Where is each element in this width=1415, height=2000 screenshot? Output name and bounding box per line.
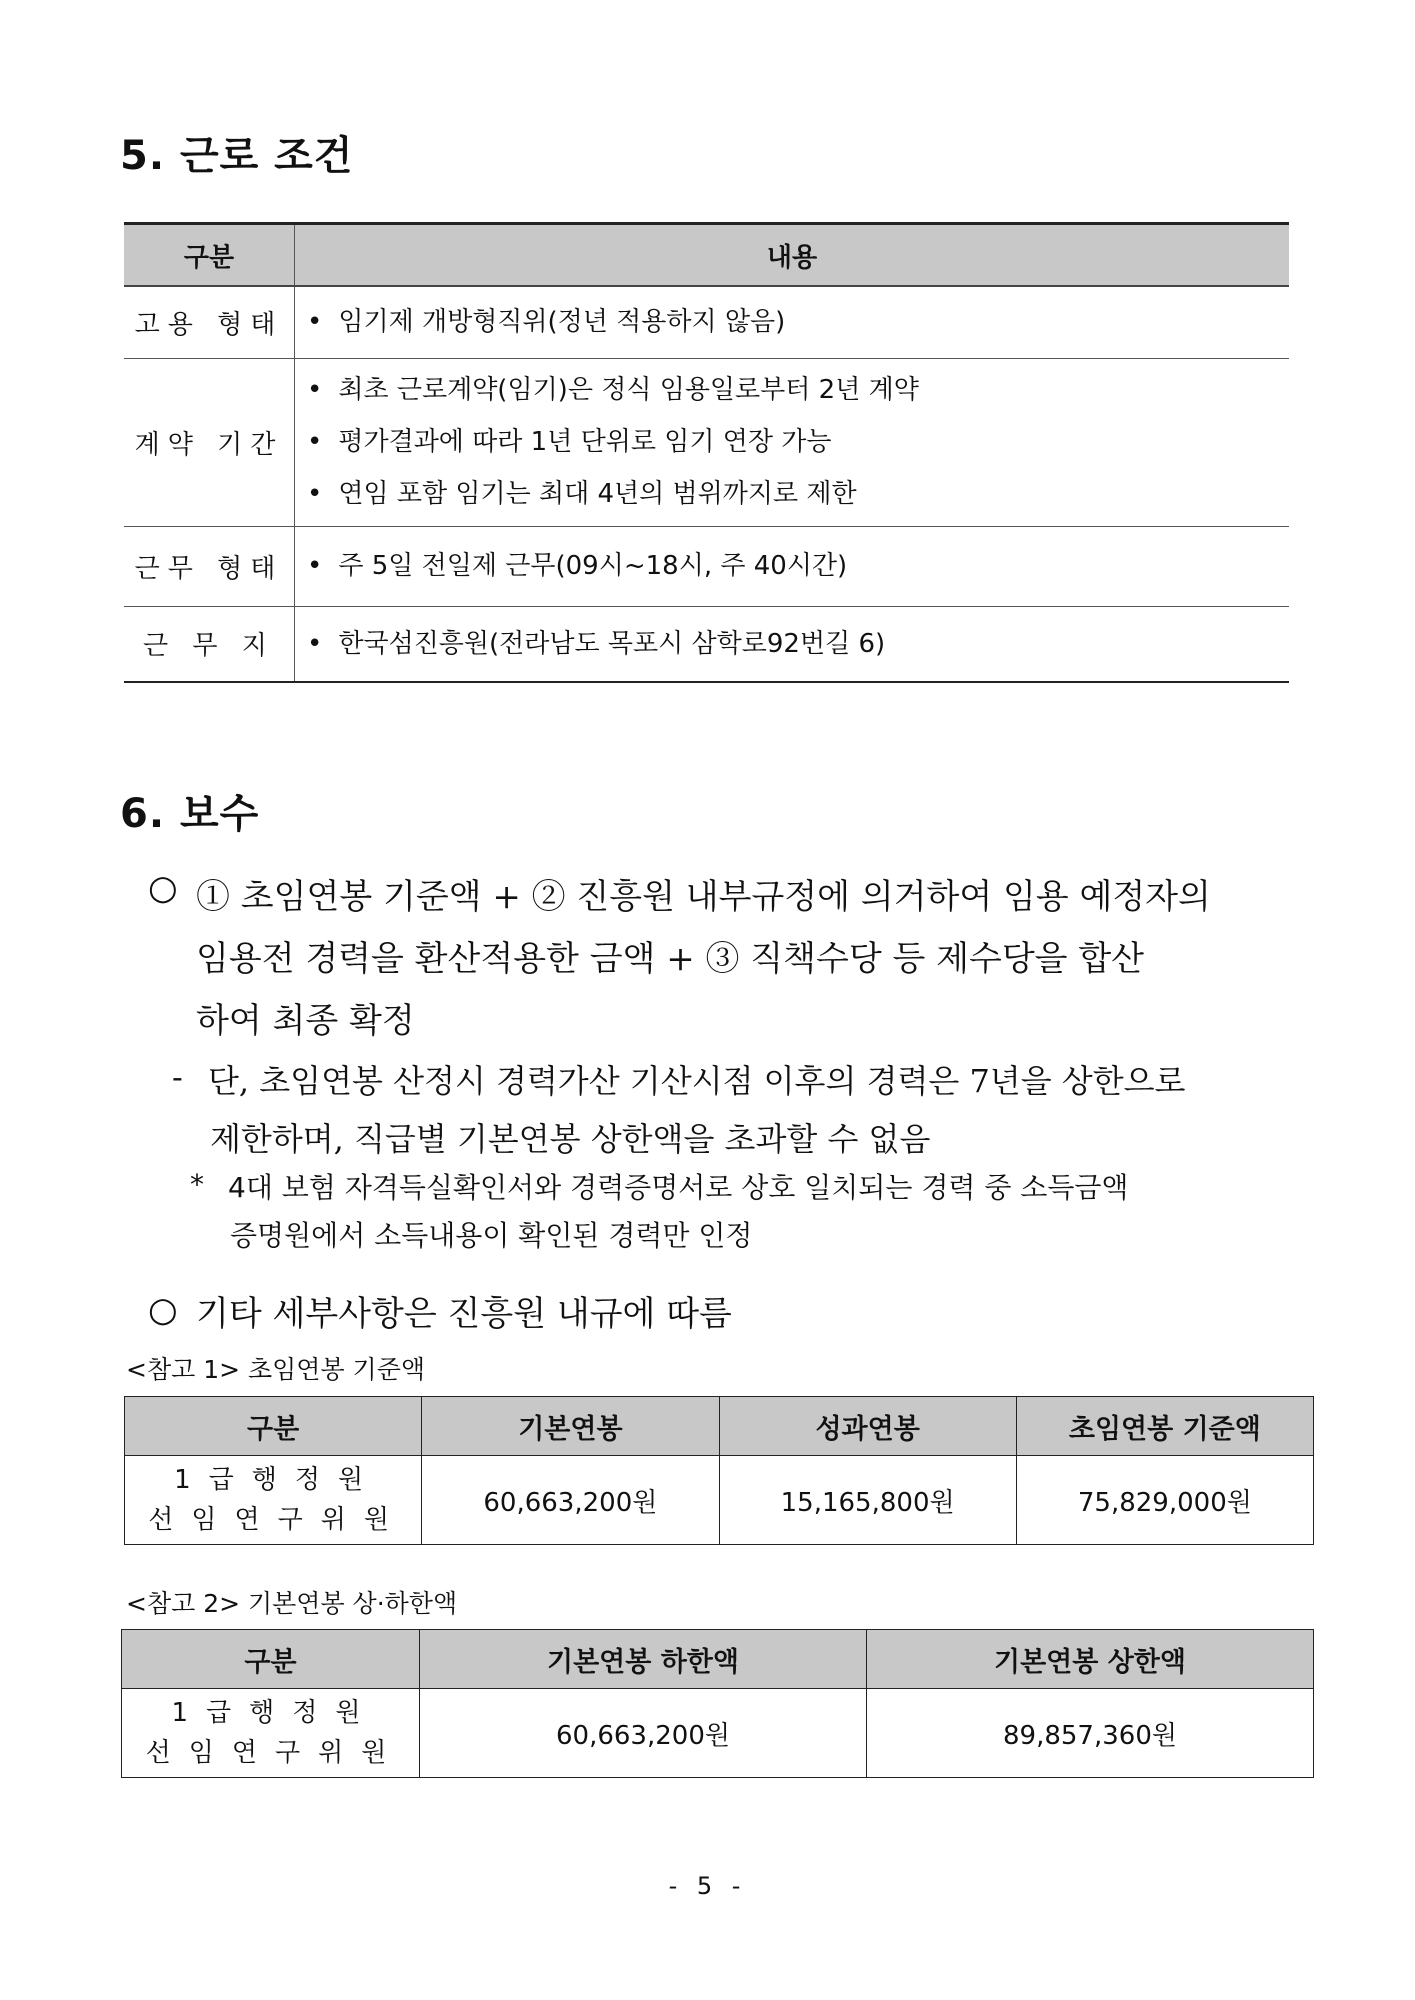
table-row	[124, 286, 1289, 358]
header-cell: 기본연봉 하한액	[420, 1630, 867, 1689]
header-cell: 구분	[122, 1630, 420, 1689]
asterisk-mark: *	[190, 1168, 204, 1201]
cap-note	[208, 1052, 1308, 1168]
grade-line: 1급행정원	[174, 1465, 382, 1495]
value-cell: 75,829,000원	[1016, 1456, 1313, 1545]
value-cell: 15,165,800원	[719, 1456, 1016, 1545]
list-item: • 연임 포함 임기는 최대 4년의 범위까지로 제한	[307, 468, 1288, 520]
grade-line: 1급행정원	[171, 1698, 379, 1728]
header-cell: 기본연봉 상한액	[867, 1630, 1314, 1689]
section-6-title: 6. 보수	[120, 791, 260, 837]
table-row	[122, 1689, 1314, 1778]
list-item: • 주 5일 전일제 근무(09시~18시, 주 40시간)	[307, 540, 1288, 592]
paragraph-line: 임용전 경력을 환산적용한 금액 + ③ 직책수당 등 제수당을 합산	[196, 939, 1145, 979]
grade-cell	[122, 1689, 420, 1778]
list-item: • 임기제 개방형직위(정년 적용하지 않음)	[307, 296, 1288, 348]
list-item: • 한국섬진흥원(전라남도 목포시 삼학로92번길 6)	[307, 618, 1288, 670]
footnote-line: 4대 보험 자격득실확인서와 경력증명서로 상호 일치되는 경력 중 소득금액	[228, 1171, 1129, 1204]
table-header-row	[122, 1630, 1314, 1689]
paragraph-line: ① 초임연봉 기준액 + ② 진흥원 내부규정에 의거하여 임용 예정자의	[196, 877, 1211, 917]
grade-line: 선임연구위원	[148, 1505, 407, 1535]
page-number: - 5 -	[668, 1872, 747, 1900]
table-row	[125, 1456, 1314, 1545]
working-conditions-table	[124, 222, 1289, 683]
ref1-caption: <참고 1> 초임연봉 기준액	[126, 1355, 425, 1384]
grade-line: 선임연구위원	[145, 1738, 405, 1768]
list-item: • 평가결과에 따라 1년 단위로 임기 연장 가능	[307, 416, 1288, 468]
note-line: 단, 초임연봉 산정시 경력가산 기산시점 이후의 경력은 7년을 상한으로	[208, 1062, 1186, 1100]
value-cell: 89,857,360원	[867, 1689, 1314, 1778]
circle-bullet: ○	[148, 1290, 178, 1330]
table-header-row	[124, 224, 1289, 287]
salary-range-table	[121, 1629, 1314, 1778]
footnote	[228, 1164, 1318, 1260]
note-line: 제한하며, 직급별 기본연봉 상한액을 초과할 수 없음	[210, 1120, 931, 1158]
header-cell: 구분	[125, 1397, 422, 1456]
circle-bullet: ○	[148, 868, 178, 908]
table-row	[124, 606, 1289, 682]
initial-salary-table	[124, 1396, 1314, 1545]
paragraph-line: 하여 최종 확정	[196, 1001, 415, 1041]
table-header-row	[125, 1397, 1314, 1456]
header-category: 구분	[124, 224, 295, 287]
value-cell: 60,663,200원	[420, 1689, 867, 1778]
grade-cell	[125, 1456, 422, 1545]
header-cell: 성과연봉	[719, 1397, 1016, 1456]
row-label: 근무 형태	[124, 526, 295, 606]
other-details-text: 기타 세부사항은 진흥원 내규에 따름	[196, 1294, 732, 1334]
list-item: • 최초 근로계약(임기)은 정식 임용일로부터 2년 계약	[307, 364, 1288, 416]
section-5-title: 5. 근로 조건	[120, 133, 354, 179]
value-cell: 60,663,200원	[422, 1456, 719, 1545]
salary-paragraph	[196, 866, 1306, 1052]
row-label: 근 무 지	[124, 606, 295, 682]
header-cell: 초임연봉 기준액	[1016, 1397, 1313, 1456]
footnote-line: 증명원에서 소득내용이 확인된 경력만 인정	[230, 1219, 753, 1252]
dash-bullet: -	[172, 1058, 183, 1096]
table-row	[124, 526, 1289, 606]
table-row	[124, 358, 1289, 526]
ref2-caption: <참고 2> 기본연봉 상·하한액	[126, 1589, 458, 1618]
header-cell: 기본연봉	[422, 1397, 719, 1456]
row-label: 계약 기간	[124, 358, 295, 526]
header-content: 내용	[295, 224, 1290, 287]
row-label: 고용 형태	[124, 286, 295, 358]
